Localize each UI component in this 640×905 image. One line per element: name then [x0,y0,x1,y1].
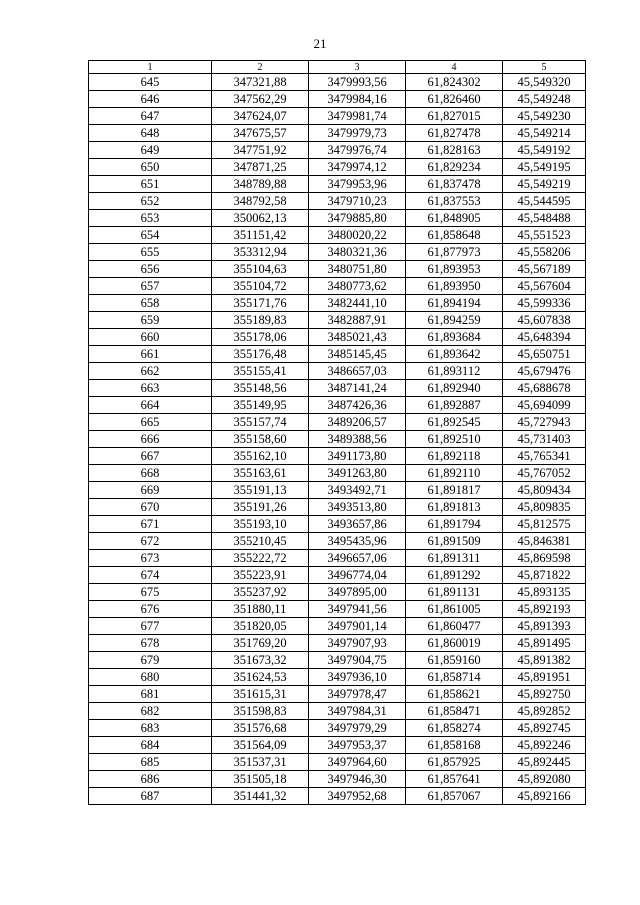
column-header-5: 5 [503,61,586,74]
table-row [89,499,586,516]
x-coordinate-cell: 355189,83 [212,312,309,329]
latitude-cell: 61,860019 [406,635,503,652]
x-coordinate-cell: 351673,32 [212,652,309,669]
y-coordinate-cell: 3493657,86 [309,516,406,533]
x-coordinate-cell: 347321,88 [212,74,309,91]
longitude-cell: 45,892750 [503,686,586,703]
point-number-cell: 667 [89,448,212,465]
table-row [89,635,586,652]
x-coordinate-cell: 350062,13 [212,210,309,227]
point-number-cell: 649 [89,142,212,159]
longitude-cell: 45,809434 [503,482,586,499]
y-coordinate-cell: 3487141,24 [309,380,406,397]
column-header-2: 2 [212,61,309,74]
point-number-cell: 674 [89,567,212,584]
table-row [89,380,586,397]
latitude-cell: 61,858274 [406,720,503,737]
table-row [89,669,586,686]
latitude-cell: 61,826460 [406,91,503,108]
latitude-cell: 61,860477 [406,618,503,635]
y-coordinate-cell: 3497901,14 [309,618,406,635]
x-coordinate-cell: 355155,41 [212,363,309,380]
longitude-cell: 45,549230 [503,108,586,125]
latitude-cell: 61,893950 [406,278,503,295]
longitude-cell: 45,892745 [503,720,586,737]
table-row [89,754,586,771]
x-coordinate-cell: 351624,53 [212,669,309,686]
longitude-cell: 45,767052 [503,465,586,482]
y-coordinate-cell: 3479976,74 [309,142,406,159]
y-coordinate-cell: 3489206,57 [309,414,406,431]
longitude-cell: 45,871822 [503,567,586,584]
point-number-cell: 664 [89,397,212,414]
latitude-cell: 61,828163 [406,142,503,159]
y-coordinate-cell: 3489388,56 [309,431,406,448]
latitude-cell: 61,829234 [406,159,503,176]
point-number-cell: 680 [89,669,212,686]
latitude-cell: 61,877973 [406,244,503,261]
latitude-cell: 61,891292 [406,567,503,584]
table-row [89,312,586,329]
x-coordinate-cell: 351537,31 [212,754,309,771]
x-coordinate-cell: 355157,74 [212,414,309,431]
point-number-cell: 678 [89,635,212,652]
longitude-cell: 45,812575 [503,516,586,533]
y-coordinate-cell: 3479974,12 [309,159,406,176]
longitude-cell: 45,765341 [503,448,586,465]
x-coordinate-cell: 351820,05 [212,618,309,635]
longitude-cell: 45,809835 [503,499,586,516]
y-coordinate-cell: 3493492,71 [309,482,406,499]
y-coordinate-cell: 3495435,96 [309,533,406,550]
table-row [89,788,586,805]
x-coordinate-cell: 355158,60 [212,431,309,448]
y-coordinate-cell: 3496774,04 [309,567,406,584]
y-coordinate-cell: 3497978,47 [309,686,406,703]
point-number-cell: 653 [89,210,212,227]
table-row [89,550,586,567]
table-row [89,414,586,431]
x-coordinate-cell: 347871,25 [212,159,309,176]
table-row [89,363,586,380]
latitude-cell: 61,893112 [406,363,503,380]
y-coordinate-cell: 3479984,16 [309,91,406,108]
latitude-cell: 61,857641 [406,771,503,788]
point-number-cell: 682 [89,703,212,720]
y-coordinate-cell: 3480020,22 [309,227,406,244]
table-row [89,329,586,346]
y-coordinate-cell: 3497946,30 [309,771,406,788]
y-coordinate-cell: 3493513,80 [309,499,406,516]
y-coordinate-cell: 3491173,80 [309,448,406,465]
longitude-cell: 45,731403 [503,431,586,448]
longitude-cell: 45,549219 [503,176,586,193]
latitude-cell: 61,892887 [406,397,503,414]
x-coordinate-cell: 348792,58 [212,193,309,210]
longitude-cell: 45,688678 [503,380,586,397]
y-coordinate-cell: 3480321,36 [309,244,406,261]
longitude-cell: 45,544595 [503,193,586,210]
latitude-cell: 61,891311 [406,550,503,567]
table-row [89,142,586,159]
point-number-cell: 671 [89,516,212,533]
latitude-cell: 61,893642 [406,346,503,363]
x-coordinate-cell: 351441,32 [212,788,309,805]
table-row [89,74,586,91]
longitude-cell: 45,892166 [503,788,586,805]
latitude-cell: 61,893684 [406,329,503,346]
y-coordinate-cell: 3480751,80 [309,261,406,278]
table-row [89,737,586,754]
point-number-cell: 648 [89,125,212,142]
longitude-cell: 45,549195 [503,159,586,176]
longitude-cell: 45,679476 [503,363,586,380]
point-number-cell: 657 [89,278,212,295]
table-row [89,295,586,312]
table-row [89,227,586,244]
table-row [89,686,586,703]
longitude-cell: 45,892246 [503,737,586,754]
point-number-cell: 672 [89,533,212,550]
latitude-cell: 61,858471 [406,703,503,720]
point-number-cell: 673 [89,550,212,567]
table-row [89,431,586,448]
longitude-cell: 45,892193 [503,601,586,618]
point-number-cell: 668 [89,465,212,482]
point-number-cell: 670 [89,499,212,516]
x-coordinate-cell: 355171,76 [212,295,309,312]
x-coordinate-cell: 351505,18 [212,771,309,788]
point-number-cell: 665 [89,414,212,431]
latitude-cell: 61,858168 [406,737,503,754]
latitude-cell: 61,857067 [406,788,503,805]
latitude-cell: 61,857925 [406,754,503,771]
table-row [89,261,586,278]
table-row [89,482,586,499]
table-row [89,244,586,261]
x-coordinate-cell: 351564,09 [212,737,309,754]
y-coordinate-cell: 3479993,56 [309,74,406,91]
point-number-cell: 661 [89,346,212,363]
x-coordinate-cell: 347751,92 [212,142,309,159]
y-coordinate-cell: 3485145,45 [309,346,406,363]
table-row [89,652,586,669]
y-coordinate-cell: 3486657,03 [309,363,406,380]
y-coordinate-cell: 3496657,06 [309,550,406,567]
page-number: 21 [313,36,327,51]
point-number-cell: 687 [89,788,212,805]
point-number-cell: 660 [89,329,212,346]
y-coordinate-cell: 3479979,73 [309,125,406,142]
table-row [89,533,586,550]
latitude-cell: 61,892940 [406,380,503,397]
y-coordinate-cell: 3482887,91 [309,312,406,329]
longitude-cell: 45,549214 [503,125,586,142]
longitude-cell: 45,892445 [503,754,586,771]
latitude-cell: 61,894259 [406,312,503,329]
column-header-1: 1 [89,61,212,74]
latitude-cell: 61,891813 [406,499,503,516]
table-row [89,703,586,720]
point-number-cell: 663 [89,380,212,397]
x-coordinate-cell: 355149,95 [212,397,309,414]
x-coordinate-cell: 351576,68 [212,720,309,737]
point-number-cell: 684 [89,737,212,754]
x-coordinate-cell: 351151,42 [212,227,309,244]
latitude-cell: 61,837478 [406,176,503,193]
y-coordinate-cell: 3497895,00 [309,584,406,601]
latitude-cell: 61,893953 [406,261,503,278]
point-number-cell: 646 [89,91,212,108]
x-coordinate-cell: 351880,11 [212,601,309,618]
y-coordinate-cell: 3479710,23 [309,193,406,210]
y-coordinate-cell: 3479981,74 [309,108,406,125]
header-row [89,61,586,74]
table-row [89,618,586,635]
table-body [89,74,586,805]
longitude-cell: 45,551523 [503,227,586,244]
longitude-cell: 45,648394 [503,329,586,346]
point-number-cell: 681 [89,686,212,703]
longitude-cell: 45,549248 [503,91,586,108]
latitude-cell: 61,891131 [406,584,503,601]
table-row [89,108,586,125]
latitude-cell: 61,859160 [406,652,503,669]
point-number-cell: 683 [89,720,212,737]
latitude-cell: 61,837553 [406,193,503,210]
longitude-cell: 45,892852 [503,703,586,720]
y-coordinate-cell: 3487426,36 [309,397,406,414]
point-number-cell: 685 [89,754,212,771]
table-row [89,125,586,142]
longitude-cell: 45,891393 [503,618,586,635]
table-row [89,278,586,295]
latitude-cell: 61,858621 [406,686,503,703]
table-row [89,159,586,176]
y-coordinate-cell: 3497964,60 [309,754,406,771]
table-row [89,584,586,601]
latitude-cell: 61,858648 [406,227,503,244]
point-number-cell: 677 [89,618,212,635]
latitude-cell: 61,861005 [406,601,503,618]
table-row [89,516,586,533]
latitude-cell: 61,848905 [406,210,503,227]
column-header-3: 3 [309,61,406,74]
point-number-cell: 679 [89,652,212,669]
table-row [89,193,586,210]
point-number-cell: 676 [89,601,212,618]
longitude-cell: 45,567189 [503,261,586,278]
point-number-cell: 662 [89,363,212,380]
x-coordinate-cell: 355176,48 [212,346,309,363]
y-coordinate-cell: 3497953,37 [309,737,406,754]
x-coordinate-cell: 355104,63 [212,261,309,278]
latitude-cell: 61,891794 [406,516,503,533]
latitude-cell: 61,858714 [406,669,503,686]
latitude-cell: 61,894194 [406,295,503,312]
longitude-cell: 45,599336 [503,295,586,312]
table-row [89,210,586,227]
x-coordinate-cell: 355191,13 [212,482,309,499]
longitude-cell: 45,893135 [503,584,586,601]
x-coordinate-cell: 355193,10 [212,516,309,533]
x-coordinate-cell: 347624,07 [212,108,309,125]
longitude-cell: 45,869598 [503,550,586,567]
latitude-cell: 61,892545 [406,414,503,431]
x-coordinate-cell: 355191,26 [212,499,309,516]
table-row [89,601,586,618]
x-coordinate-cell: 355237,92 [212,584,309,601]
point-number-cell: 654 [89,227,212,244]
table-row [89,720,586,737]
longitude-cell: 45,892080 [503,771,586,788]
y-coordinate-cell: 3497907,93 [309,635,406,652]
point-number-cell: 645 [89,74,212,91]
y-coordinate-cell: 3480773,62 [309,278,406,295]
x-coordinate-cell: 355104,72 [212,278,309,295]
y-coordinate-cell: 3497904,75 [309,652,406,669]
table-row [89,176,586,193]
longitude-cell: 45,607838 [503,312,586,329]
table-row [89,448,586,465]
x-coordinate-cell: 355163,61 [212,465,309,482]
latitude-cell: 61,824302 [406,74,503,91]
x-coordinate-cell: 351769,20 [212,635,309,652]
table-row [89,465,586,482]
longitude-cell: 45,846381 [503,533,586,550]
point-number-cell: 655 [89,244,212,261]
coordinates-table [88,60,586,805]
y-coordinate-cell: 3497936,10 [309,669,406,686]
longitude-cell: 45,891495 [503,635,586,652]
latitude-cell: 61,892510 [406,431,503,448]
latitude-cell: 61,827478 [406,125,503,142]
y-coordinate-cell: 3491263,80 [309,465,406,482]
x-coordinate-cell: 355222,72 [212,550,309,567]
point-number-cell: 675 [89,584,212,601]
longitude-cell: 45,549192 [503,142,586,159]
table-row [89,567,586,584]
y-coordinate-cell: 3497984,31 [309,703,406,720]
table-row [89,346,586,363]
longitude-cell: 45,891382 [503,652,586,669]
y-coordinate-cell: 3479885,80 [309,210,406,227]
table-row [89,91,586,108]
table-row [89,397,586,414]
latitude-cell: 61,891509 [406,533,503,550]
longitude-cell: 45,548488 [503,210,586,227]
x-coordinate-cell: 355178,06 [212,329,309,346]
y-coordinate-cell: 3482441,10 [309,295,406,312]
x-coordinate-cell: 348789,88 [212,176,309,193]
x-coordinate-cell: 347675,57 [212,125,309,142]
point-number-cell: 652 [89,193,212,210]
longitude-cell: 45,694099 [503,397,586,414]
point-number-cell: 669 [89,482,212,499]
longitude-cell: 45,567604 [503,278,586,295]
y-coordinate-cell: 3485021,43 [309,329,406,346]
x-coordinate-cell: 351615,31 [212,686,309,703]
longitude-cell: 45,650751 [503,346,586,363]
y-coordinate-cell: 3497979,29 [309,720,406,737]
latitude-cell: 61,827015 [406,108,503,125]
latitude-cell: 61,891817 [406,482,503,499]
latitude-cell: 61,892110 [406,465,503,482]
x-coordinate-cell: 347562,29 [212,91,309,108]
x-coordinate-cell: 355162,10 [212,448,309,465]
y-coordinate-cell: 3479953,96 [309,176,406,193]
point-number-cell: 647 [89,108,212,125]
x-coordinate-cell: 355223,91 [212,567,309,584]
x-coordinate-cell: 355210,45 [212,533,309,550]
point-number-cell: 650 [89,159,212,176]
point-number-cell: 659 [89,312,212,329]
longitude-cell: 45,891951 [503,669,586,686]
point-number-cell: 656 [89,261,212,278]
point-number-cell: 658 [89,295,212,312]
column-header-4: 4 [406,61,503,74]
x-coordinate-cell: 353312,94 [212,244,309,261]
x-coordinate-cell: 351598,83 [212,703,309,720]
point-number-cell: 666 [89,431,212,448]
point-number-cell: 686 [89,771,212,788]
longitude-cell: 45,727943 [503,414,586,431]
longitude-cell: 45,558206 [503,244,586,261]
table-row [89,771,586,788]
longitude-cell: 45,549320 [503,74,586,91]
y-coordinate-cell: 3497941,56 [309,601,406,618]
x-coordinate-cell: 355148,56 [212,380,309,397]
point-number-cell: 651 [89,176,212,193]
latitude-cell: 61,892118 [406,448,503,465]
y-coordinate-cell: 3497952,68 [309,788,406,805]
